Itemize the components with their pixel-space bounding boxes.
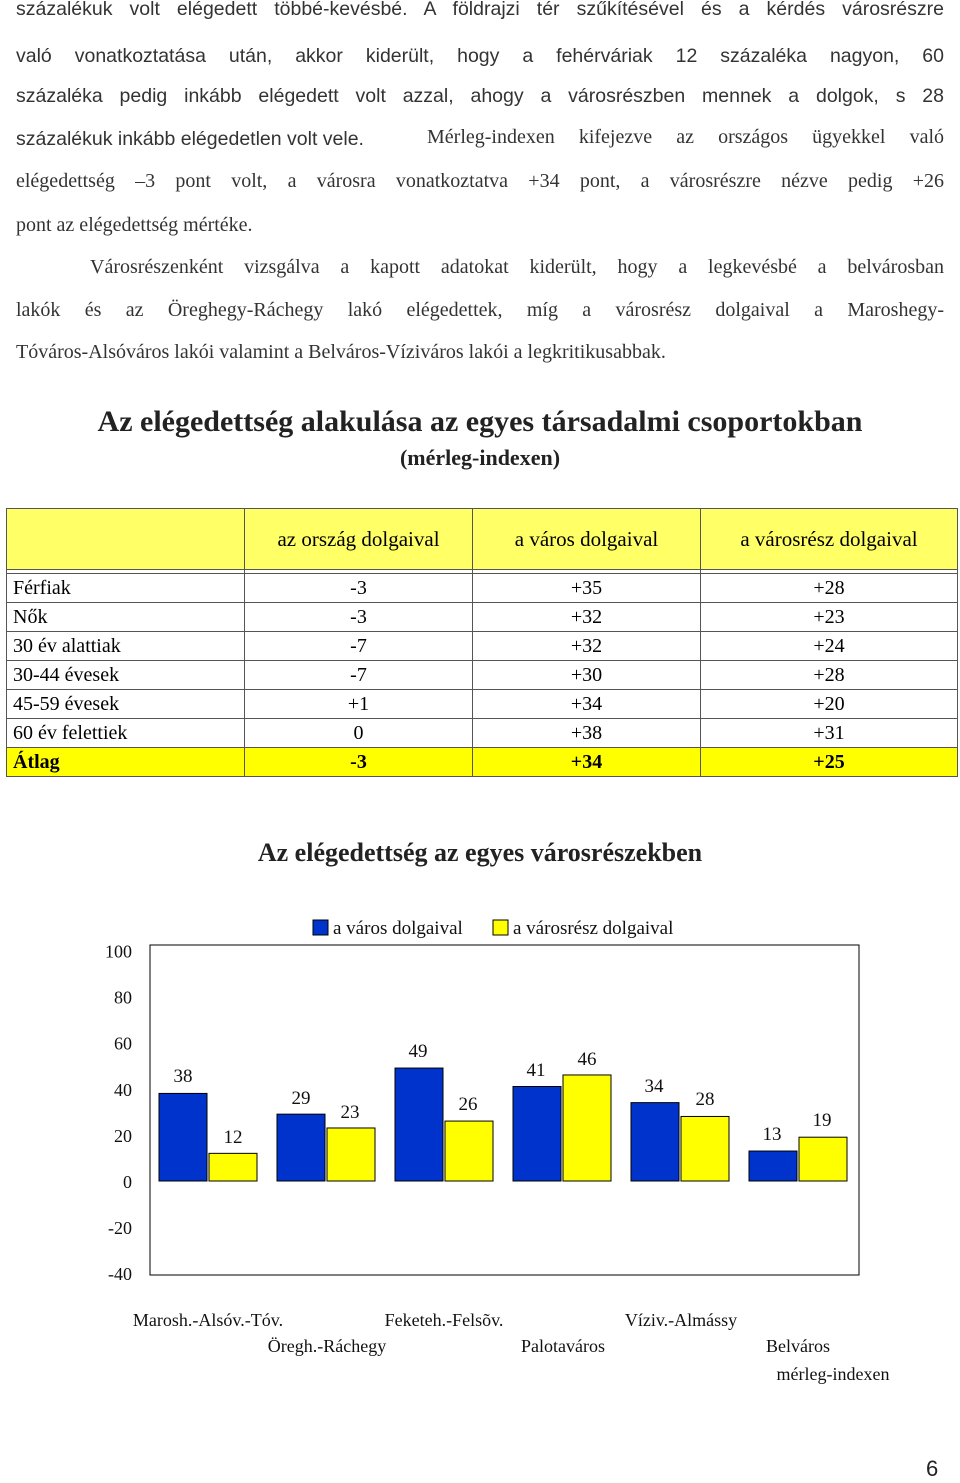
table-cell: +1 [245,690,473,719]
table-header-cell: a város dolgaival [473,509,701,570]
data-label: 12 [223,1127,243,1148]
table-cell: +24 [701,632,958,661]
body-line: lakók és az Öreghegy-Ráchegy lakó elégedettek, míg a városrész dolgaival a Maroshegy- [16,299,944,321]
y-tick-label: 40 [114,1079,132,1100]
table-header-cell: a városrész dolgaival [701,509,958,570]
table-cell: +32 [473,603,701,632]
y-tick-label: 20 [114,1125,132,1146]
x-category-label: Palotaváros [521,1336,605,1356]
table-cell: -3 [245,748,473,777]
row-label: 30-44 évesek [7,661,245,690]
row-label: Férfiak [7,574,245,603]
table-cell: -3 [245,603,473,632]
y-tick-label: 100 [105,941,132,962]
bar [209,1153,257,1181]
data-label: 46 [577,1049,597,1070]
table-cell: +35 [473,574,701,603]
row-label: 30 év alattiak [7,632,245,661]
bar [631,1103,679,1181]
y-tick-label: -20 [108,1218,132,1239]
y-tick-label: 0 [123,1172,132,1192]
table-cell: 0 [245,719,473,748]
y-tick-label: 60 [114,1033,132,1054]
body-line: elégedettség –3 pont volt, a városra vonatkoztatva +34 pont, a városrészre nézve pedig +26 [16,170,944,192]
data-label: 38 [173,1066,193,1087]
legend-label: a városrész dolgaival [513,918,674,939]
data-label: 26 [458,1094,478,1115]
table-cell: +25 [701,748,958,777]
bar [749,1151,797,1181]
intro-line: százaléka pedig inkább elégedett volt azzal, ahogy a városrészben mennek a dolgok, s 28 [16,85,944,107]
legend-swatch [313,920,328,935]
y-tick-label: -40 [108,1264,132,1285]
table-cell: -7 [245,632,473,661]
row-label: 45-59 évesek [7,690,245,719]
x-category-label: Belváros [766,1336,830,1356]
table-cell: +31 [701,719,958,748]
table-cell: +28 [701,574,958,603]
chart-title: Az elégedettség az egyes városrészekben [257,838,703,867]
data-label: 28 [695,1089,715,1110]
table-title: Az elégedettség alakulása az egyes társadalmi csoportokban [97,405,863,438]
legend-swatch [493,920,508,935]
row-label: Átlag [7,748,245,777]
table-cell: +23 [701,603,958,632]
data-label: 29 [291,1088,311,1109]
page-number: 6 [926,1456,939,1481]
bar [395,1068,443,1181]
table-cell: -7 [245,661,473,690]
table-cell: +34 [473,690,701,719]
intro-line: százalékuk inkább elégedetlen volt vele. [16,128,364,150]
x-category-label: Marosh.-Alsóv.-Tóv. [132,1310,284,1330]
bar [159,1093,207,1181]
legend-label: a város dolgaival [333,918,463,939]
table-cell: +30 [473,661,701,690]
table-cell: +38 [473,719,701,748]
bar [799,1137,847,1181]
x-category-label: Feketeh.-Felsõv. [384,1310,504,1330]
x-category-label: Öregh.-Ráchegy [267,1336,387,1356]
body-line: Városrészenként vizsgálva a kapott adatokat kiderült, hogy a legkevésbé a belvárosban [90,256,944,278]
table-cell: +32 [473,632,701,661]
plot-area [150,945,859,1275]
table-cell: +28 [701,661,958,690]
x-axis-title: mérleg-indexen [776,1364,890,1384]
body-line: Tóváros-Alsóváros lakói valamint a Belváros-Víziváros lakói a legkritikusabbak. [16,341,666,363]
data-label: 23 [340,1102,360,1123]
bar [681,1116,729,1181]
data-label: 19 [812,1110,832,1131]
bar [513,1086,561,1181]
table-header-cell: az ország dolgaival [245,509,473,570]
bar [277,1114,325,1181]
bar [327,1128,375,1181]
row-label: 60 év felettiek [7,719,245,748]
data-label: 41 [526,1060,546,1081]
bar [563,1075,611,1181]
y-tick-label: 80 [114,987,132,1008]
table-cell: -3 [245,574,473,603]
table-cell: +34 [473,748,701,777]
table-subtitle: (mérleg-indexen) [399,445,561,470]
intro-line: százalékuk volt elégedett többé-kevésbé. A földrajzi tér szűkítésével és a kérdés városrészre [16,0,944,20]
body-line: pont az elégedettség mértéke. [16,214,253,236]
data-label: 49 [408,1041,428,1062]
body-line: Mérleg-indexen kifejezve az országos ügyekkel való [427,126,944,148]
bar [445,1121,493,1181]
table-cell: +20 [701,690,958,719]
x-category-label: Víziv.-Almássy [624,1310,738,1330]
row-label: Nők [7,603,245,632]
data-label: 13 [762,1124,782,1145]
intro-line: való vonatkoztatása után, akkor kiderült, hogy a fehérváriak 12 százaléka nagyon, 60 [16,45,944,67]
data-label: 34 [644,1076,664,1097]
